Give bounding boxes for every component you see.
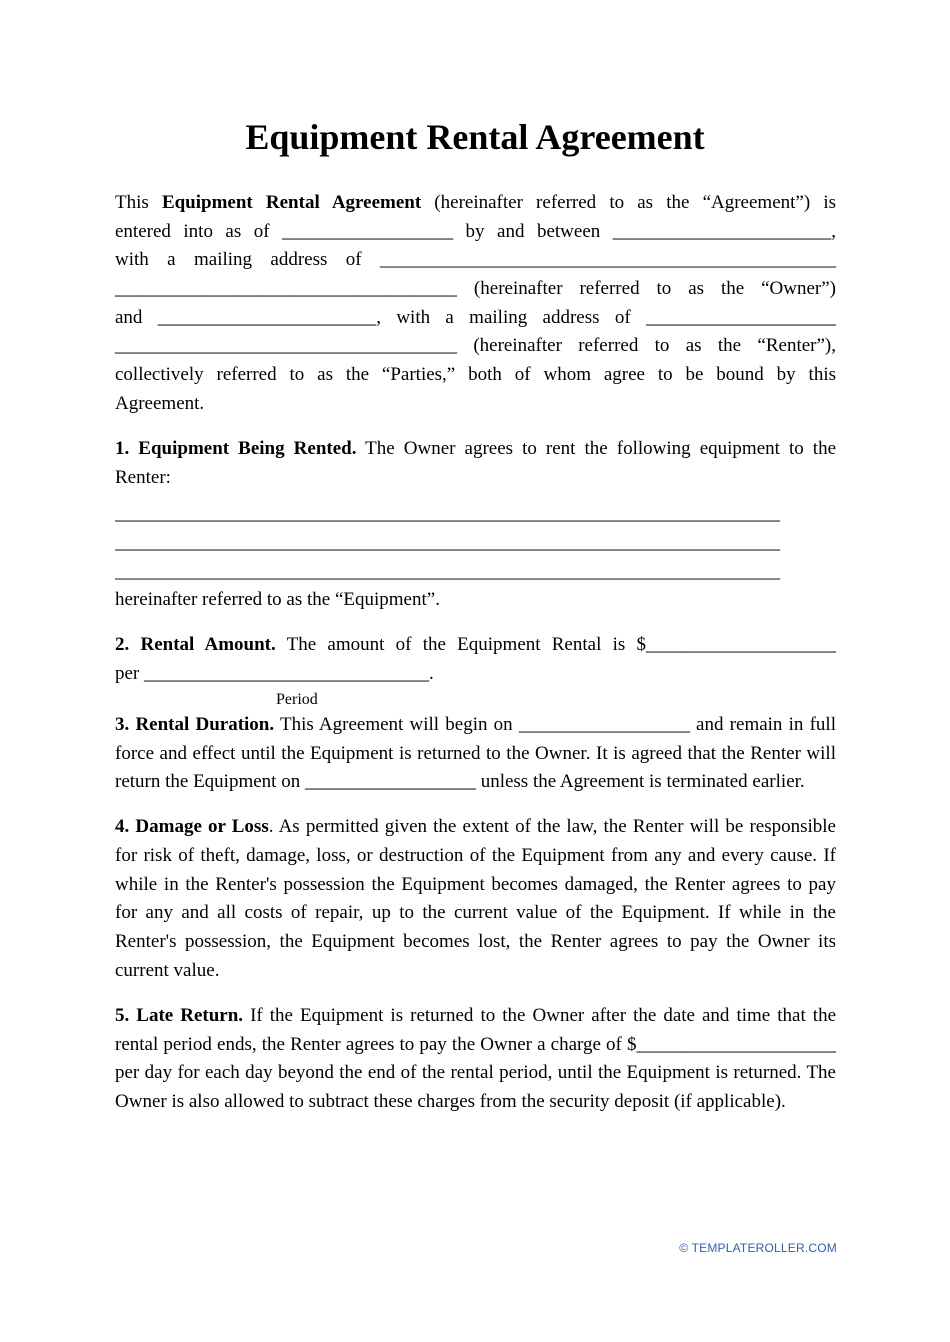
equipment-blank-line: ______________________________________________________________________	[115, 560, 780, 582]
intro-line: ____________________________________ (hereinafter referred to as the “Owner”)	[115, 278, 836, 300]
intro-line: collectively referred to as the “Parties,” both of whom agree to be bound by this	[115, 364, 836, 386]
equipment-blank-line: ______________________________________________________________________	[115, 503, 780, 525]
intro-paragraph	[115, 189, 836, 419]
footer-copyright: © TEMPLATEROLLER.COM	[679, 1241, 837, 1255]
equipment-blank-lines	[115, 500, 836, 586]
section-heading: 2. Rental Amount.	[115, 634, 276, 656]
section-rental-duration: 3. Rental Duration. This Agreement will begin on __________________ and remain in full force and effect until the Equipment is returned to the Owner. It is agreed that the Renter will return the Equipment on __________________ unless the Agreement is terminated earlier.	[115, 713, 836, 793]
intro-line: ____________________________________ (hereinafter referred to as the “Renter”),	[115, 335, 836, 357]
equipment-blank-line: ______________________________________________________________________	[115, 531, 780, 553]
intro-line: entered into as of __________________ by and between _______________________,	[115, 220, 836, 242]
section-heading: 4. Damage or Loss	[115, 816, 269, 838]
rental-period-line: per ______________________________.	[115, 663, 434, 685]
equipment-definition: hereinafter referred to as the “Equipment”.	[115, 589, 440, 611]
section-heading: 5. Late Return.	[115, 1004, 244, 1026]
section-damage-loss: 4. Damage or Loss. As permitted given the extent of the law, the Renter will be responsible for risk of theft, damage, loss, or destruction of the Equipment from any and every cause. If while in the Renter's possession the Equipment becomes damaged, the Renter agrees to pay for any and all costs of repair, up to the current value of the Equipment. If while in the Renter's possession, the Equipment becomes lost, the Renter agrees to pay the Owner its current value.	[115, 816, 836, 981]
period-caption: Period	[276, 690, 318, 708]
intro-line: and _______________________, with a mailing address of ____________________	[115, 306, 836, 328]
section-equipment	[115, 435, 836, 615]
section-rental-amount	[115, 631, 836, 710]
intro-line: with a mailing address of ________________________________________________	[115, 249, 836, 271]
agreement-name-bold: Equipment Rental Agreement	[161, 192, 422, 213]
document-body	[115, 189, 836, 1133]
rental-amount-line: 2. Rental Amount. The amount of the Equipment Rental is $____________________	[115, 634, 836, 656]
section-equipment-text: 1. Equipment Being Rented. The Owner agrees to rent the following equipment to the Renter:	[115, 437, 837, 488]
section-late-return: 5. Late Return. If the Equipment is returned to the Owner after the date and time that the rental period ends, the Renter agrees to pay the Owner a charge of $_____________________ per day for each day beyond the end of the rental period, until the Equipment is returned. The Owner is also allowed to subtract these charges from the security deposit (if applicable).	[115, 1004, 836, 1113]
intro-line: Agreement.	[115, 392, 205, 414]
intro-line: This Equipment Rental Agreement (hereinafter referred to as the “Agreement”) is	[115, 192, 837, 213]
section-heading: 3. Rental Duration.	[115, 713, 275, 735]
section-heading: 1. Equipment Being Rented.	[115, 437, 357, 459]
document-title: Equipment Rental Agreement	[245, 117, 705, 157]
